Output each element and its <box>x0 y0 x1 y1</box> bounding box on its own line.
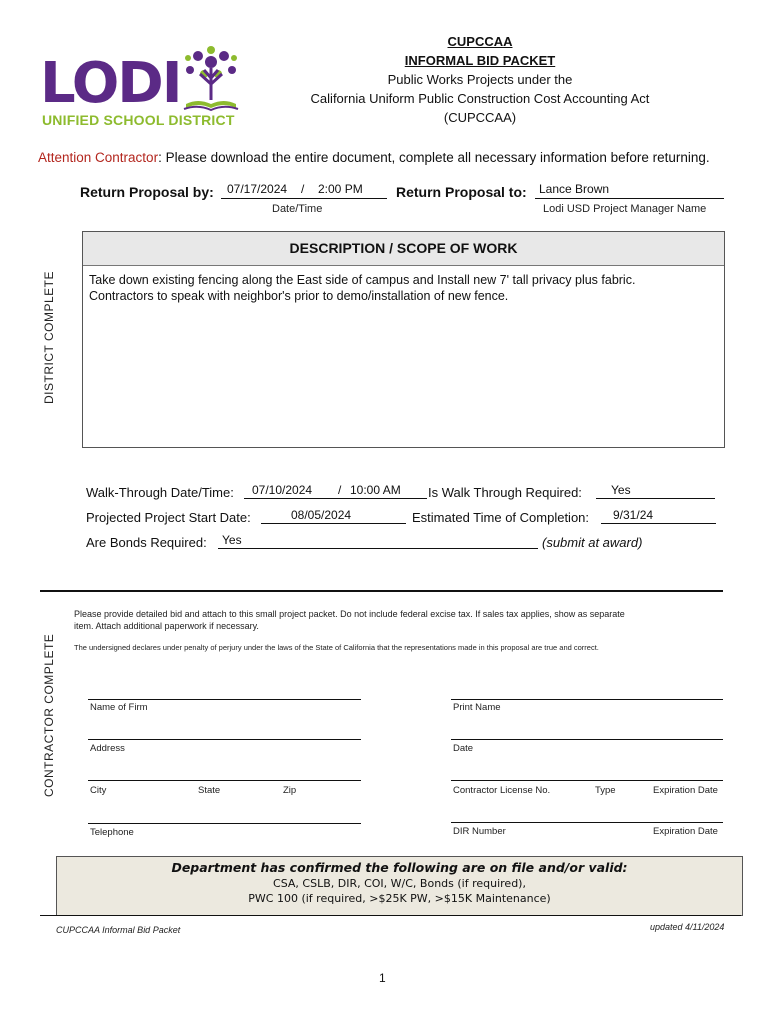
scope-line-2: Contractors to speak with neighbor's prior to demo/installation of new fence. <box>89 289 509 303</box>
scope-line-1: Take down existing fencing along the East side of campus and Install new 7' tall privacy plus fabric. <box>89 273 636 287</box>
walkthrough-time-value: 10:00 AM <box>350 483 401 497</box>
return-to-value: Lance Brown <box>539 182 610 196</box>
completion-label: Estimated Time of Completion: <box>412 510 590 525</box>
footer-left: CUPCCAA Informal Bid Packet <box>56 925 181 935</box>
telephone-label: Telephone <box>90 827 134 838</box>
instructions-line-2: item. Attach additional paperwork if necessary. <box>74 621 259 631</box>
walkthrough-date-value: 07/10/2024 <box>252 483 313 497</box>
walkthrough-field[interactable] <box>244 483 427 499</box>
start-date-value: 08/05/2024 <box>291 508 352 522</box>
instructions-line-1: Please provide detailed bid and attach to this small project packet. Do not include federal excise tax. If sales tax applies, show as separate <box>74 609 625 619</box>
firm-name-label: Name of Firm <box>90 702 148 713</box>
dir-label: DIR Number <box>453 826 506 837</box>
zip-label: Zip <box>283 785 297 796</box>
department-confirmation-box <box>56 856 743 916</box>
date-label: Date <box>453 743 474 754</box>
header-line4: California Uniform Public Construction Cost Accounting Act <box>310 91 650 106</box>
department-line-1: CSA, CSLB, DIR, COI, W/C, Bonds (if required), <box>273 877 526 890</box>
header-subtitle: INFORMAL BID PACKET <box>404 53 556 68</box>
return-to-field[interactable] <box>535 182 724 199</box>
return-to-label: Return Proposal to: <box>396 184 527 200</box>
header-line5: (CUPCCAA) <box>443 110 517 125</box>
datetime-caption: Date/Time <box>272 203 323 215</box>
footer-right: updated 4/11/2024 <box>650 922 725 932</box>
bonds-value: Yes <box>222 533 242 547</box>
section-divider <box>40 590 723 592</box>
walkthrough-slash: / <box>338 483 342 497</box>
header-line3: Public Works Projects under the <box>387 72 573 87</box>
telephone-line[interactable] <box>88 823 361 824</box>
return-time-value: 2:00 PM <box>318 182 363 196</box>
firm-name-line[interactable] <box>88 699 361 700</box>
city-state-zip-line[interactable] <box>88 780 361 781</box>
state-label: State <box>198 785 221 796</box>
address-line[interactable] <box>88 739 361 740</box>
completion-value: 9/31/24 <box>613 508 654 522</box>
print-name-label: Print Name <box>453 702 501 713</box>
scope-heading: DESCRIPTION / SCOPE OF WORK <box>83 232 724 266</box>
attention-text: : Please download the entire document, complete all necessary information before returning. <box>158 150 710 165</box>
walkthrough-required-label: Is Walk Through Required: <box>428 485 582 500</box>
license-line[interactable] <box>451 780 723 781</box>
header-title: CUPCCAA <box>447 34 513 49</box>
scope-of-work-box <box>82 231 725 448</box>
date-line[interactable] <box>451 739 723 740</box>
dir-line[interactable] <box>451 822 723 823</box>
city-label: City <box>90 785 107 796</box>
return-by-label: Return Proposal by: <box>80 184 214 200</box>
department-line-2: PWC 100 (if required, >$25K PW, >$15K Maintenance) <box>248 892 551 905</box>
attention-notice <box>38 150 710 165</box>
address-label: Address <box>90 743 125 754</box>
declaration-text: The undersigned declares under penalty of perjury under the laws of the State of California that the representations made in this proposal are true and correct. <box>74 643 599 652</box>
logo-subtitle: UNIFIED SCHOOL DISTRICT <box>42 112 235 128</box>
district-complete-label: DISTRICT COMPLETE <box>42 271 56 404</box>
scope-text[interactable] <box>83 266 724 310</box>
attention-label: Attention Contractor <box>38 150 159 165</box>
dir-expiration-label: Expiration Date <box>653 826 718 837</box>
tree-book-icon <box>178 44 244 116</box>
completion-field[interactable] <box>601 508 716 524</box>
manager-caption: Lodi USD Project Manager Name <box>543 203 707 215</box>
walkthrough-required-field[interactable] <box>596 483 715 499</box>
contractor-complete-label: CONTRACTOR COMPLETE <box>42 633 56 797</box>
footer-rule <box>40 915 741 916</box>
print-name-line[interactable] <box>451 699 723 700</box>
start-date-field[interactable] <box>261 508 406 524</box>
license-label: Contractor License No. <box>453 785 551 796</box>
walkthrough-required-value: Yes <box>611 483 631 497</box>
return-date-value: 07/17/2024 <box>227 182 288 196</box>
return-by-field[interactable] <box>221 182 387 199</box>
bonds-label: Are Bonds Required: <box>86 535 207 550</box>
return-slash: / <box>301 182 305 196</box>
logo-wordmark: LODI <box>40 51 181 116</box>
type-label: Type <box>595 785 616 796</box>
page-number: 1 <box>379 971 386 985</box>
bonds-note: (submit at award) <box>542 535 643 550</box>
expiration-label: Expiration Date <box>653 785 718 796</box>
walkthrough-label: Walk-Through Date/Time: <box>86 485 234 500</box>
bonds-field[interactable] <box>218 533 538 549</box>
start-date-label: Projected Project Start Date: <box>86 510 251 525</box>
department-title: Department has confirmed the following are on file and/or valid: <box>171 860 628 875</box>
